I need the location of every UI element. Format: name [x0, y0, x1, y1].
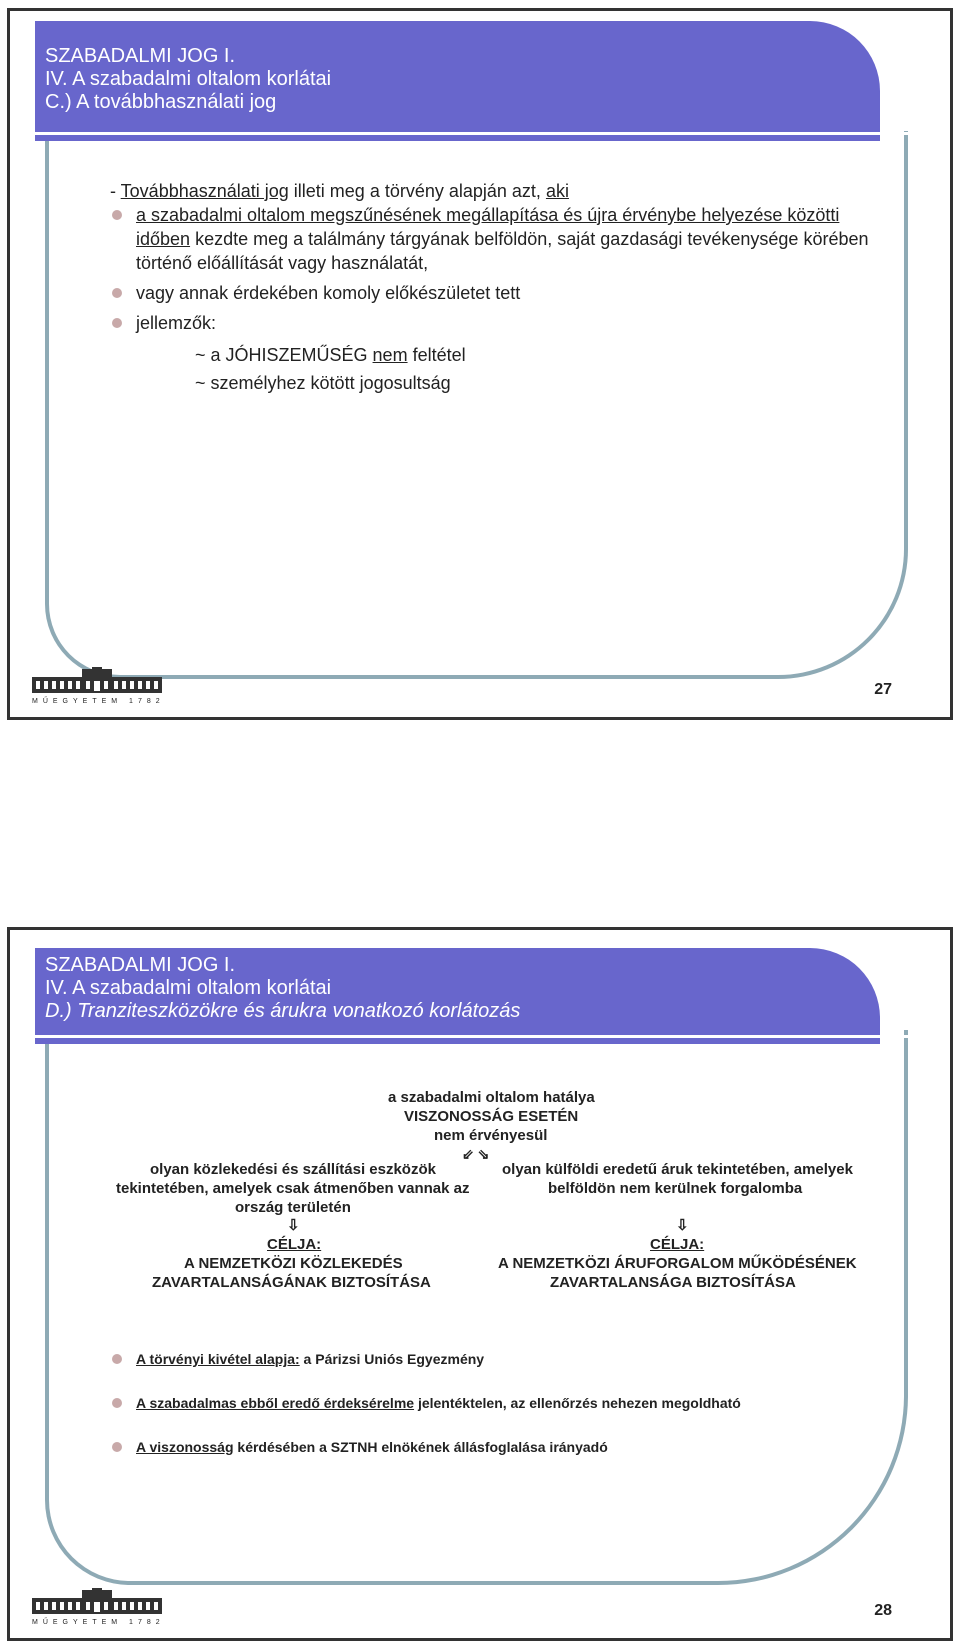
header-divider — [29, 132, 912, 135]
list-item — [100, 1350, 741, 1368]
diagram-left-line-3: ország területén — [235, 1199, 351, 1216]
list-item — [100, 1438, 741, 1456]
bullet-underlined: a szabadalmi oltalom megszűnésének megállapítása és újra érvénybe helyezése közötti időben — [136, 205, 840, 249]
bullet-dot-icon — [112, 1398, 122, 1408]
bullet-dot-icon — [112, 318, 122, 328]
bullet-list — [100, 203, 880, 335]
page-number: 28 — [874, 1602, 892, 1619]
bullet-text: jellemzők: — [136, 313, 217, 333]
building-icon — [32, 667, 162, 693]
sub-item — [100, 343, 880, 367]
bullet-text: vagy annak érdekében komoly előkészületet tett — [136, 283, 521, 303]
page-number: 27 — [874, 681, 892, 698]
intro-aki: aki — [545, 181, 569, 201]
title-line-1: SZABADALMI JOG I. — [45, 45, 236, 67]
slide-header — [35, 21, 880, 141]
sub-text: ~ a JÓHISZEMŰSÉG — [195, 345, 373, 365]
sub-text: feltétel — [407, 345, 466, 365]
bullet-underlined: A szabadalmas ebből eredő érdeksérelme — [136, 1395, 415, 1411]
title-line-3: D.) Tranziteszközökre és árukra vonatkozó korlátozás — [45, 1000, 521, 1022]
diagram-left-line-2: tekintetében, amelyek csak átmenőben vannak az — [116, 1180, 470, 1197]
diagram-left-celja: CÉLJA: — [267, 1236, 322, 1253]
diagram-left-goal-2: ZAVARTALANSÁGÁNAK BIZTOSÍTÁSA — [152, 1274, 431, 1291]
bullet-list — [100, 1350, 741, 1482]
slide-28 — [7, 927, 953, 1641]
bullet-underlined: A viszonosság — [136, 1439, 234, 1455]
slide-title — [45, 45, 331, 114]
list-item — [100, 203, 880, 275]
bullet-dot-icon — [112, 1442, 122, 1452]
university-logo — [32, 1588, 165, 1626]
header-divider — [29, 1035, 912, 1038]
slide-header — [35, 948, 880, 1044]
intro-term: Továbbhasználati jog — [120, 181, 289, 201]
list-item — [100, 311, 880, 335]
title-line-2: IV. A szabadalmi oltalom korlátai — [45, 977, 332, 999]
diagram-top-line-2: VISZONOSSÁG ESETÉN — [404, 1108, 579, 1125]
sub-underlined: nem — [372, 345, 408, 365]
down-arrow-icon: ⇩ — [287, 1217, 300, 1234]
bullet-dot-icon — [112, 1354, 122, 1364]
title-line-2: IV. A szabadalmi oltalom korlátai — [45, 68, 332, 90]
list-item — [100, 281, 880, 305]
bullet-text: kérdésében a SZTNH elnökének állásfoglalása irányadó — [233, 1439, 608, 1455]
bullet-text: jelentéktelen, az ellenőrzés nehezen megoldható — [414, 1395, 741, 1411]
diagram-right-line-1: olyan külföldi eredetű áruk tekintetében, amelyek — [502, 1161, 853, 1178]
diagram-top-line-1: a szabadalmi oltalom hatálya — [388, 1089, 595, 1106]
logo-text: MŰEGYETEM 1782 — [32, 698, 165, 705]
intro-prefix: - — [110, 181, 121, 201]
diagram-right-line-2: belföldön nem kerülnek forgalomba — [548, 1180, 803, 1197]
slide-title — [45, 954, 520, 1023]
intro-line — [110, 179, 880, 203]
slide-body — [100, 179, 880, 399]
building-icon — [32, 1588, 162, 1614]
bullet-underlined: A törvényi kivétel alapja: — [136, 1351, 300, 1367]
university-logo — [32, 667, 165, 705]
bullet-dot-icon — [112, 210, 122, 220]
diagram-right-celja: CÉLJA: — [650, 1236, 705, 1253]
flow-diagram — [80, 1088, 860, 1388]
title-line-3: C.) A továbbhasználati jog — [45, 91, 277, 113]
diagram-top-line-3: nem érvényesül — [434, 1127, 548, 1144]
title-line-1: SZABADALMI JOG I. — [45, 954, 236, 976]
bullet-text: kezdte meg a találmány tárgyának belföldön, saját gazdasági tevékenysége körében történő előállítását vagy használatát, — [136, 229, 869, 273]
diagram-right-goal-1: A NEMZETKÖZI ÁRUFORGALOM MŰKÖDÉSÉNEK — [498, 1255, 857, 1272]
split-arrows-icon: ⇙ ⇘ — [462, 1146, 490, 1162]
bullet-dot-icon — [112, 288, 122, 298]
list-item — [100, 1394, 741, 1412]
bullet-text: a Párizsi Uniós Egyezmény — [299, 1351, 485, 1367]
down-arrow-icon: ⇩ — [676, 1217, 689, 1234]
sub-item: ~ személyhez kötött jogosultság — [195, 373, 451, 393]
diagram-left-goal-1: A NEMZETKÖZI KÖZLEKEDÉS — [184, 1255, 403, 1272]
diagram-right-goal-2: ZAVARTALANSÁGA BIZTOSÍTÁSA — [550, 1274, 796, 1291]
diagram-left-line-1: olyan közlekedési és szállítási eszközök — [150, 1161, 436, 1178]
slide-27 — [7, 8, 953, 720]
logo-text: MŰEGYETEM 1782 — [32, 1619, 165, 1626]
intro-mid: illeti meg a törvény alapján azt, — [288, 181, 546, 201]
